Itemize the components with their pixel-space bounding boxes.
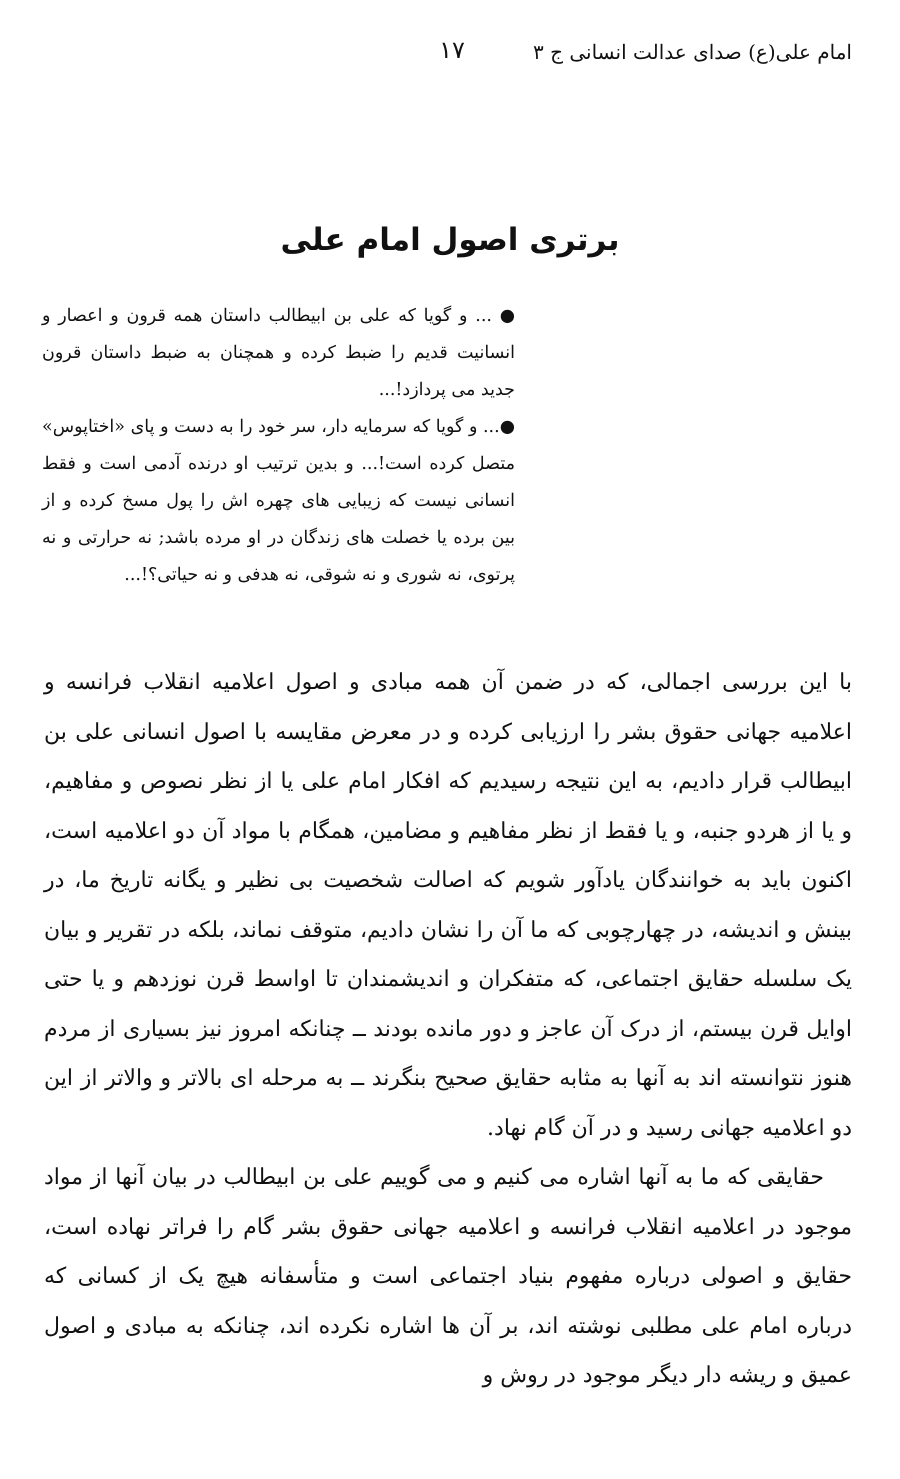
body-paragraph: با این بررسی اجمالی، که در ضمن آن همه مبادی و اصول اعلامیه انقلاب فرانسه و اعلامیه جهانی حقوق بشر را ارزیابی کرده و در معرض مقایسه با اصول انسانی علی بن ابیطالب قرار دادیم، به این نتیجه رسیدیم که افکار امام علی یا از نظر نصوص و مفاهیم، و یا از هردو جنبه، و یا فقط از نظر مفاهیم و مضامین، همگام با مواد آن دو اعلامیه است، اکنون باید به خوانندگان یادآور شویم که اصالت شخصیت بی نظیر و یگانه تاریخ ما، در بینش و اندیشه، در چهارچوبی که ما آن را نشان دادیم، متوقف نماند، بلکه در تقریر و بیان یک سلسله حقایق اجتماعی، که متفکران و اندیشمندان تا اواسط قرن نوزدهم و یا حتی اوایل قرن بیستم، از درک آن عاجز و دور مانده بودند ــ چنانکه امروز نیز بسیاری از مردم هنوز نتوانسته اند به آنها به مثابه حقایق صحیح بنگرند ــ به مرحله ای بالاتر و والاتر از این دو اعلامیه جهانی رسید و در آن گام نهاد. [44, 670, 853, 1141]
quote-item: ● ... و گویا که علی بن ابیطالب داستان همه قرون و اعصار و انسانیت قدیم را ضبط کرده و همچنان به ضبط داستان قرون جدید می پردازد!... [42, 306, 515, 400]
page-number: ۱۷ [439, 36, 465, 64]
body-text [44, 658, 852, 1401]
body-paragraph: حقایقی که ما به آنها اشاره می کنیم و می گوییم علی بن ابیطالب در بیان آنها از مواد موجود در اعلامیه انقلاب فرانسه و اعلامیه جهانی حقوق بشر گام را فراتر نهاده است، حقایق و اصولی درباره مفهوم بنیاد اجتماعی است و متأسفانه هیچ یک از کسانی که درباره امام علی مطلبی نوشته اند، بر آن ها اشاره نکرده اند، چنانکه به مبادی و اصول عمیق و ریشه دار دیگر موجود در روش و [44, 1165, 852, 1388]
section-title: برتری اصول امام علی [280, 222, 620, 258]
quote-item: ●... و گویا که سرمایه دار، سر خود را به دست و پای «اختاپوس» متصل کرده است!... و بدین ترتیب او درنده آدمی است و فقط انسانی نیست که زیبایی های چهره اش را پول مسخ کرده و از بین برده یا خصلت های زندگان در او مرده باشد; نه حرارتی و نه پرتوی، نه شوری و نه شوقی، نه هدفی و نه حیاتی؟!... [42, 417, 515, 585]
running-header-title: امام علی(ع) صدای عدالت انسانی ج ۳ [532, 40, 852, 64]
quote-block [42, 298, 515, 594]
